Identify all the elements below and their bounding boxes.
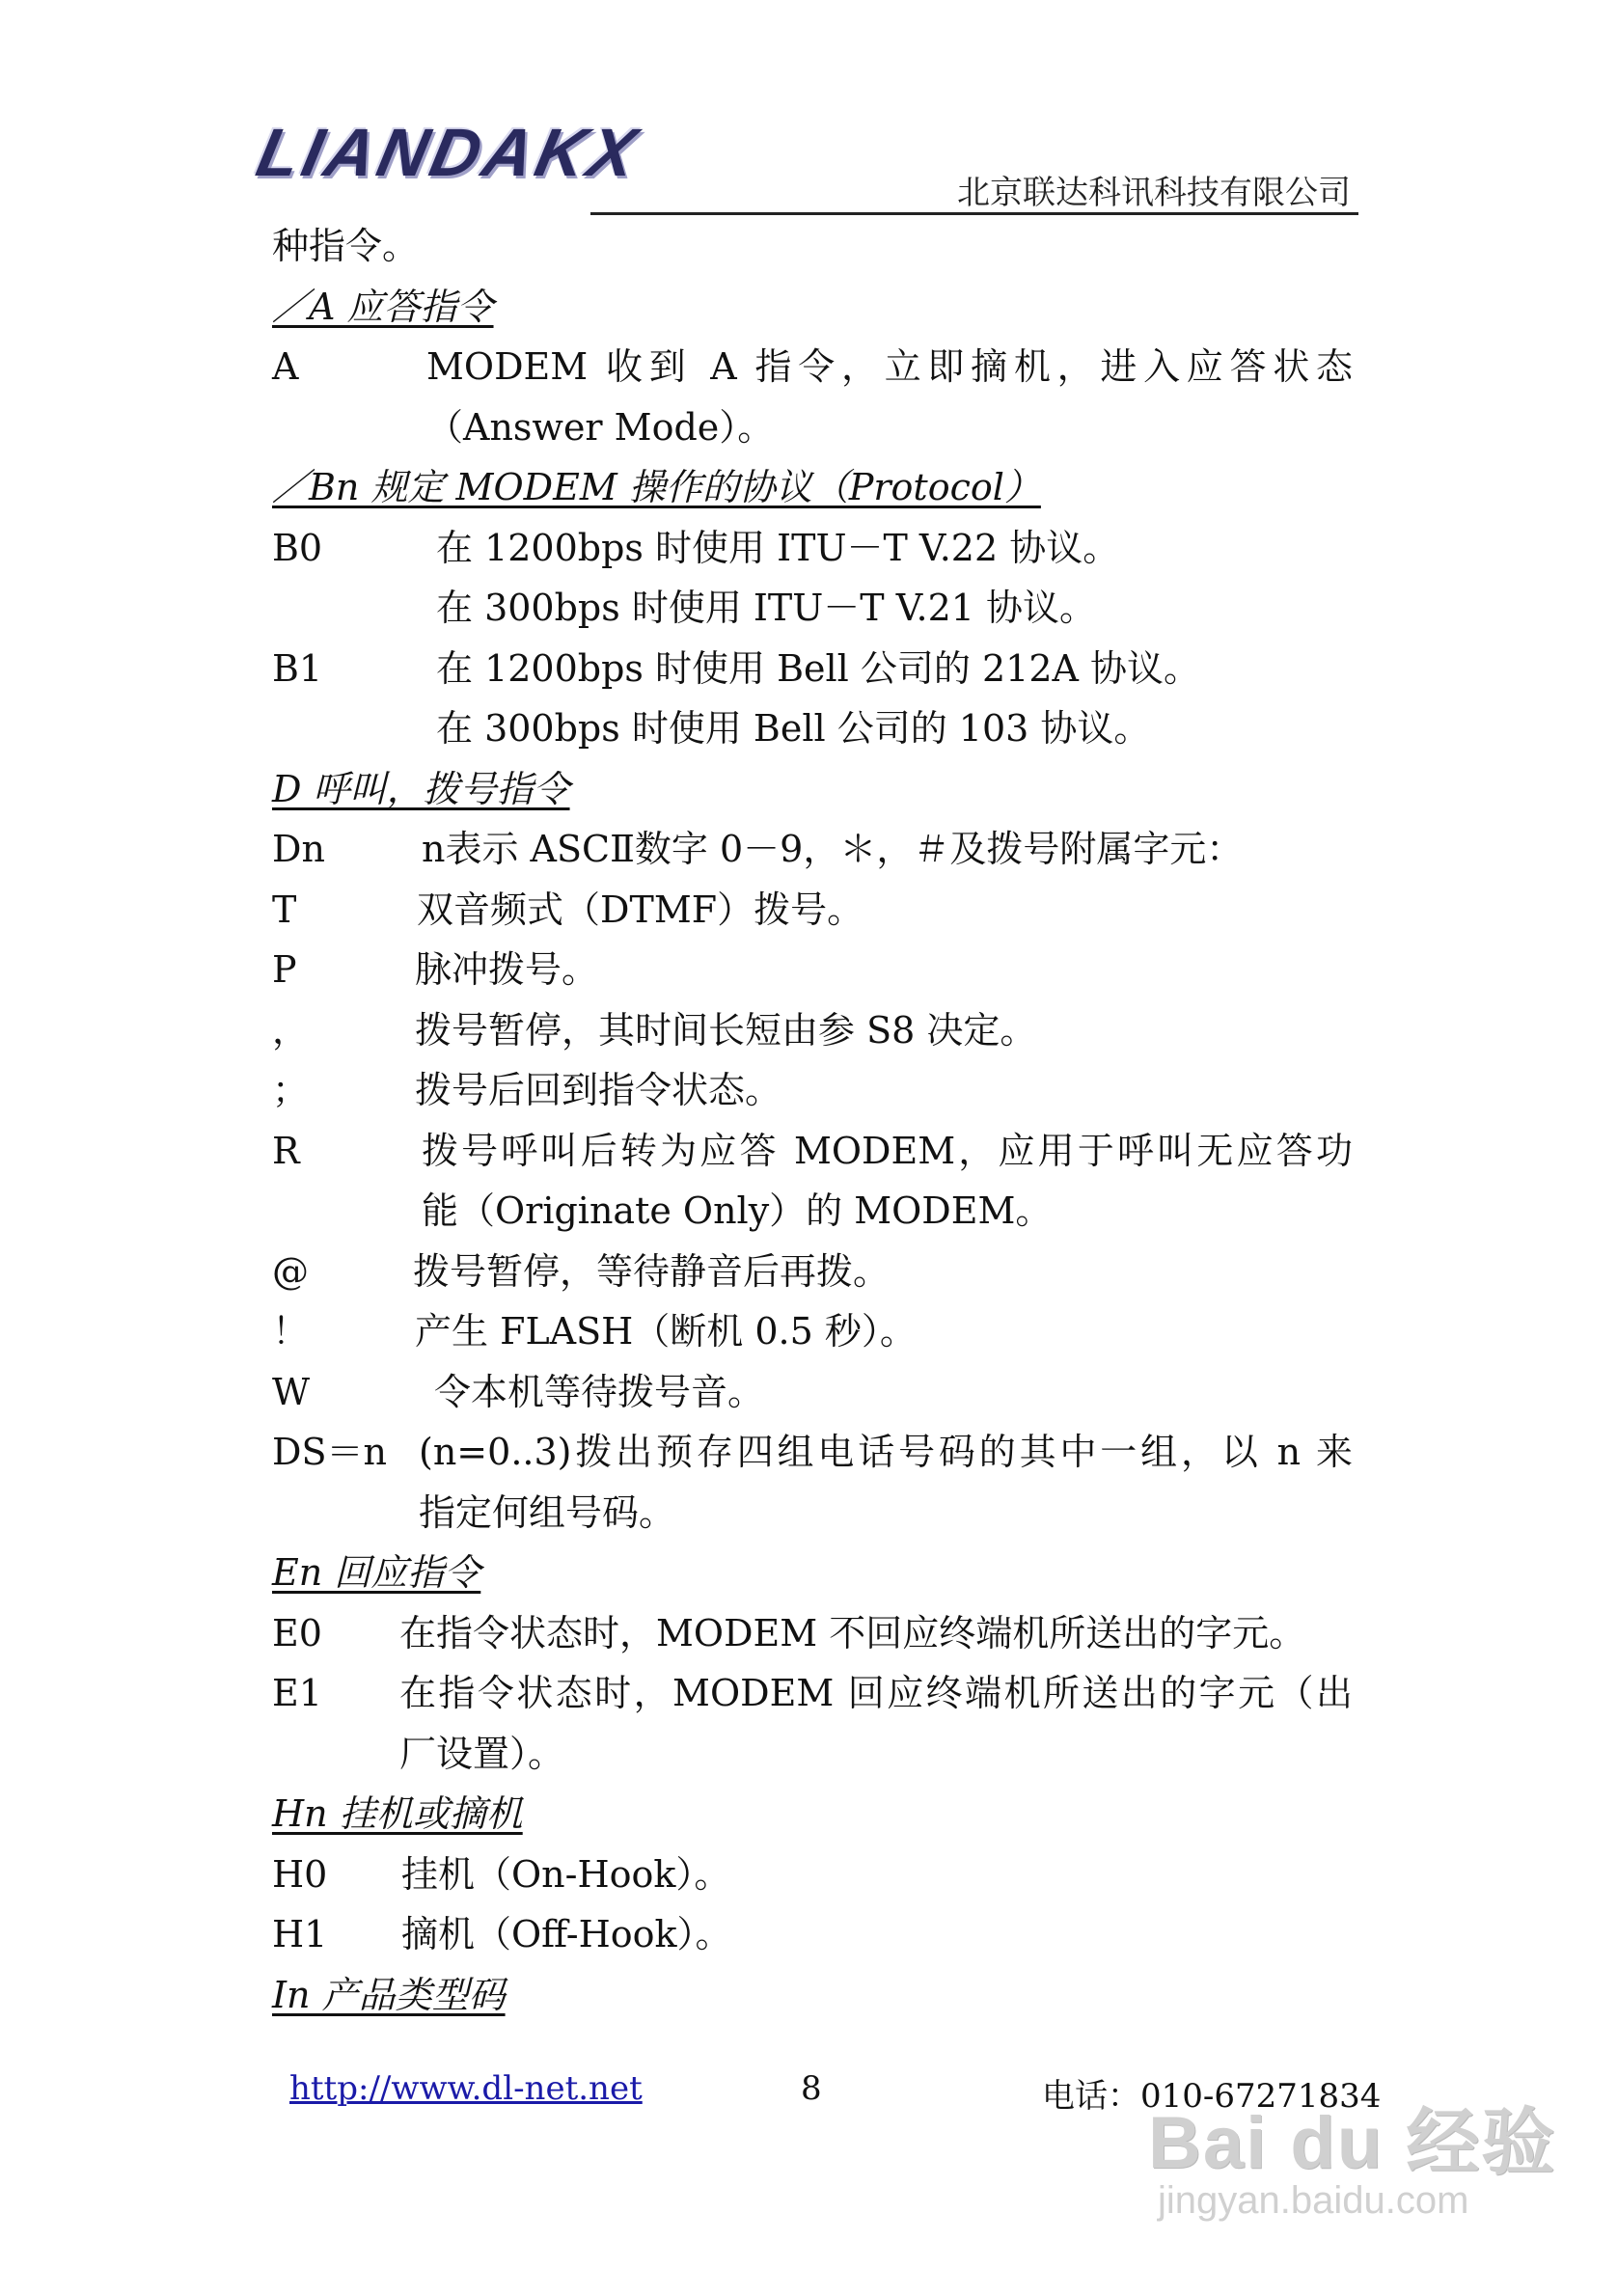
indent-spacer	[272, 698, 436, 759]
command-code: A	[272, 345, 299, 388]
command-row	[272, 1422, 1353, 1483]
command-code: ！	[272, 1310, 310, 1353]
command-row	[272, 1242, 1353, 1302]
command-row	[272, 1121, 1353, 1182]
indent-spacer	[272, 1483, 419, 1544]
command-description: MODEM 收到 A 指令，立即摘机，进入应答状态	[426, 345, 1353, 388]
command-row	[272, 1603, 1353, 1664]
footer-phone: 电话：010-67271834	[1042, 2077, 1382, 2116]
section-title: In 产品类型码	[272, 1973, 506, 2016]
command-description: 脉冲拨号。	[415, 948, 599, 991]
indent-spacer	[272, 1724, 399, 1785]
company-logo: LIANDAKX	[250, 115, 646, 190]
command-description: 拨号后回到指令状态。	[415, 1069, 782, 1111]
command-continuation	[272, 578, 1353, 639]
section-title: Hn 挂机或摘机	[272, 1792, 523, 1835]
command-row	[272, 1663, 1353, 1724]
command-code: R	[272, 1129, 300, 1172]
section-title: ／Bn 规定 MODEM 操作的协议（Protocol）	[272, 466, 1041, 508]
command-code: Dn	[272, 828, 325, 870]
command-row	[272, 518, 1353, 579]
section-heading	[272, 1543, 1353, 1603]
command-description: 在 300bps 时使用 ITU－T V.21 协议。	[436, 587, 1097, 629]
company-name: 北京联达科讯科技有限公司	[957, 174, 1351, 212]
section-heading	[272, 457, 1353, 518]
command-code: ；	[272, 1069, 310, 1111]
section-title: ／A 应答指令	[272, 285, 494, 328]
command-code: H0	[272, 1852, 328, 1896]
command-description: n表示 ASCⅡ数字 0－9，＊，＃及拨号附属字元：	[422, 828, 1244, 870]
section-heading	[272, 277, 1353, 338]
footer-url-link[interactable]: http://www.dl-net.net	[289, 2069, 643, 2108]
baidu-watermark	[1148, 2084, 1556, 2223]
command-code: ，	[272, 1008, 310, 1052]
command-code: P	[272, 948, 297, 991]
section-heading	[272, 1784, 1353, 1845]
header-divider	[590, 212, 1358, 215]
command-description: (n=0..3)拨出预存四组电话号码的其中一组，以 n 来	[419, 1431, 1353, 1473]
watermark-main-text: Bai du 经验	[1148, 2102, 1557, 2184]
command-row	[272, 940, 1353, 1000]
command-code: E1	[272, 1672, 322, 1714]
page-number: 8	[801, 2069, 822, 2108]
command-description: 挂机（On-Hook）。	[401, 1852, 731, 1896]
document-body	[272, 216, 1353, 2025]
command-row	[272, 1904, 1353, 1965]
command-code: B1	[272, 646, 323, 690]
command-continuation	[272, 397, 1353, 458]
text-content: 种指令。	[272, 225, 420, 267]
indent-spacer	[272, 578, 436, 639]
section-title: D 呼叫，拨号指令	[272, 767, 570, 810]
indent-spacer	[272, 397, 426, 458]
command-row	[272, 1845, 1353, 1905]
command-row	[272, 880, 1353, 941]
command-code: E0	[272, 1611, 322, 1654]
section-heading	[272, 1965, 1353, 2026]
command-row	[272, 1301, 1353, 1362]
command-code: T	[272, 888, 297, 931]
command-continuation	[272, 698, 1353, 759]
section-title: En 回应指令	[272, 1551, 481, 1594]
command-description: 双音频式（DTMF）拨号。	[417, 888, 864, 931]
command-row	[272, 1000, 1353, 1061]
command-description: 在 300bps 时使用 Bell 公司的 103 协议。	[436, 707, 1151, 750]
command-description: 能（Originate Only）的 MODEM。	[422, 1189, 1053, 1232]
command-code: W	[272, 1370, 311, 1413]
command-description: 拨号呼叫后转为应答 MODEM，应用于呼叫无应答功	[422, 1129, 1353, 1172]
command-code: B0	[272, 526, 323, 569]
command-description: 摘机（Off-Hook）。	[401, 1913, 732, 1955]
command-code: @	[272, 1249, 309, 1293]
command-row	[272, 639, 1353, 699]
text-line	[272, 216, 1353, 277]
command-description: 在指令状态时，MODEM 不回应终端机所送出的字元。	[399, 1611, 1306, 1654]
section-heading	[272, 759, 1353, 820]
command-description: 产生 FLASH（断机 0.5 秒）。	[415, 1310, 917, 1353]
command-description: 拨号暂停，等待静音后再拨。	[413, 1249, 891, 1293]
command-description: 令本机等待拨号音。	[434, 1370, 765, 1413]
command-continuation	[272, 1724, 1353, 1785]
command-code: DS＝n	[272, 1431, 387, 1473]
indent-spacer	[272, 1181, 422, 1242]
command-continuation	[272, 1181, 1353, 1242]
command-row	[272, 819, 1353, 880]
command-description: 厂设置）。	[399, 1732, 565, 1775]
command-row	[272, 1362, 1353, 1423]
command-description: 在 1200bps 时使用 ITU－T V.22 协议。	[436, 526, 1120, 569]
command-description: 指定何组号码。	[419, 1490, 676, 1534]
watermark-sub-text: jingyan.baidu.com	[1158, 2179, 1469, 2222]
command-continuation	[272, 1483, 1353, 1544]
command-row	[272, 337, 1353, 397]
command-row	[272, 1060, 1353, 1121]
command-description: 在指令状态时，MODEM 回应终端机所送出的字元（出	[399, 1672, 1353, 1714]
command-description: 拨号暂停，其时间长短由参 S8 决定。	[415, 1008, 1037, 1052]
command-code: H1	[272, 1913, 328, 1955]
command-description: 在 1200bps 时使用 Bell 公司的 212A 协议。	[436, 646, 1201, 690]
command-description: （Answer Mode）。	[426, 405, 775, 449]
